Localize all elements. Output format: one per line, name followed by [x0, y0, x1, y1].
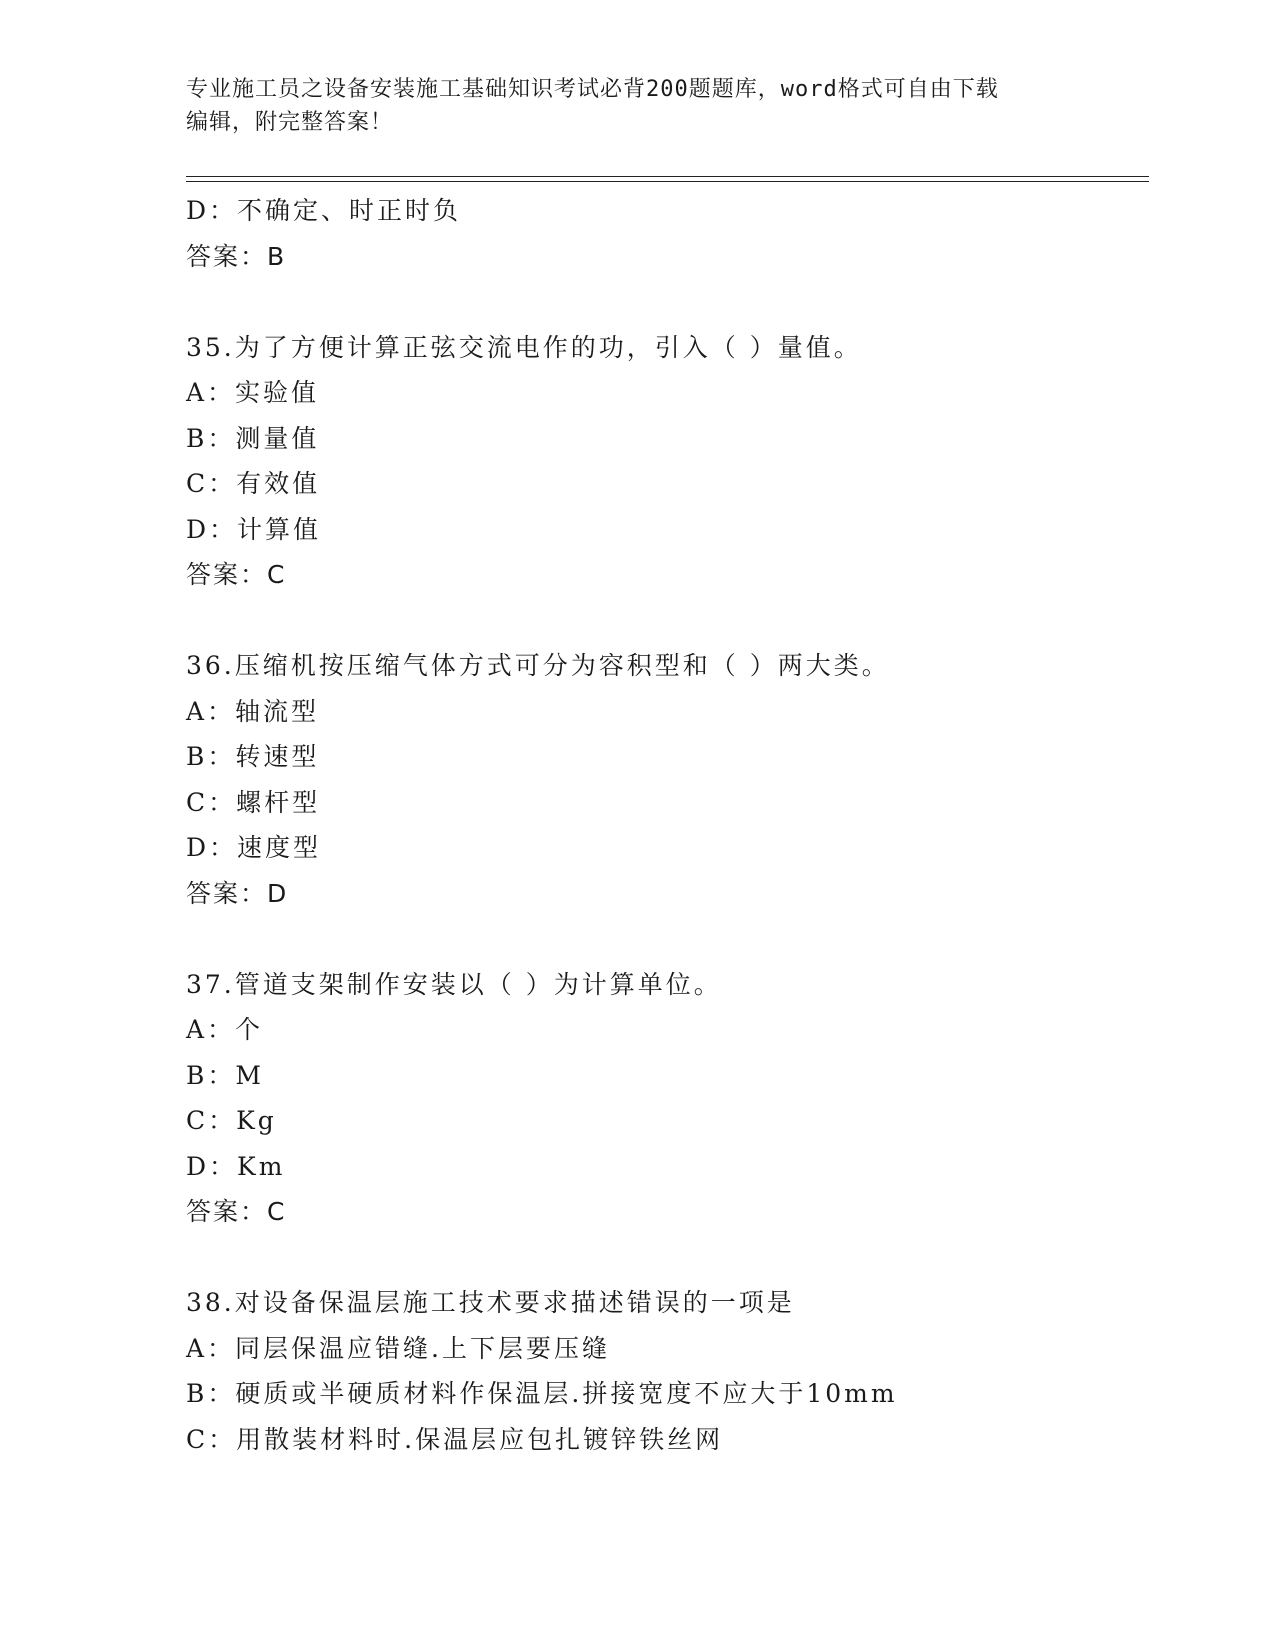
- header-divider-top: [186, 176, 1149, 177]
- header-title-line-1: 专业施工员之设备安装施工基础知识考试必背200题题库，word格式可自由下载: [186, 77, 999, 102]
- spacer: [186, 916, 1149, 962]
- question-35-option-c: C：有效值: [186, 469, 321, 498]
- question-37-option-a: A：个: [186, 1015, 264, 1044]
- question-37-option-b: B：M: [186, 1060, 264, 1090]
- header-title-line-2: 编辑，附完整答案！: [186, 110, 394, 135]
- question-stem-37: 37.管道支架制作安装以（ ）为计算单位。: [186, 969, 722, 999]
- question-35-option-d: D：计算值: [186, 514, 322, 544]
- spacer: [186, 1235, 1149, 1281]
- question-37-option-c: C：Kg: [186, 1106, 277, 1135]
- question-35-option-b: B：测量值: [186, 423, 320, 453]
- question-36-answer: 答案：D: [186, 878, 289, 908]
- document-header: [186, 73, 1086, 139]
- question-36-option-c: C：螺杆型: [186, 787, 321, 817]
- question-38-option-b: B：硬质或半硬质材料作保温层.拼接宽度不应大于10mm: [186, 1379, 898, 1408]
- question-stem-36: 36.压缩机按压缩气体方式可分为容积型和（ ）两大类。: [186, 651, 890, 680]
- prev-question-answer: 答案：B: [186, 241, 287, 271]
- question-36-option-a: A：轴流型: [186, 696, 320, 726]
- question-38-option-c: C：用散装材料时.保温层应包扎镀锌铁丝网: [186, 1424, 724, 1454]
- question-37-option-d: D：Km: [186, 1151, 286, 1181]
- prev-question-option-d: D：不确定、时正时负: [186, 196, 462, 225]
- question-content: [186, 188, 1149, 1462]
- spacer: [186, 279, 1149, 325]
- question-stem-35: 35.为了方便计算正弦交流电作的功，引入（ ）量值。: [186, 332, 862, 362]
- question-36-option-d: D：速度型: [186, 833, 322, 862]
- question-38-option-a: A：同层保温应错缝.上下层要压缝: [186, 1333, 611, 1363]
- question-stem-38: 38.对设备保温层施工技术要求描述错误的一项是: [186, 1288, 795, 1317]
- question-35-answer: 答案：C: [186, 560, 287, 589]
- header-divider-bottom: [186, 181, 1149, 182]
- question-37-answer: 答案：C: [186, 1197, 287, 1226]
- spacer: [186, 598, 1149, 644]
- question-36-option-b: B：转速型: [186, 742, 320, 771]
- question-35-option-a: A：实验值: [186, 378, 320, 407]
